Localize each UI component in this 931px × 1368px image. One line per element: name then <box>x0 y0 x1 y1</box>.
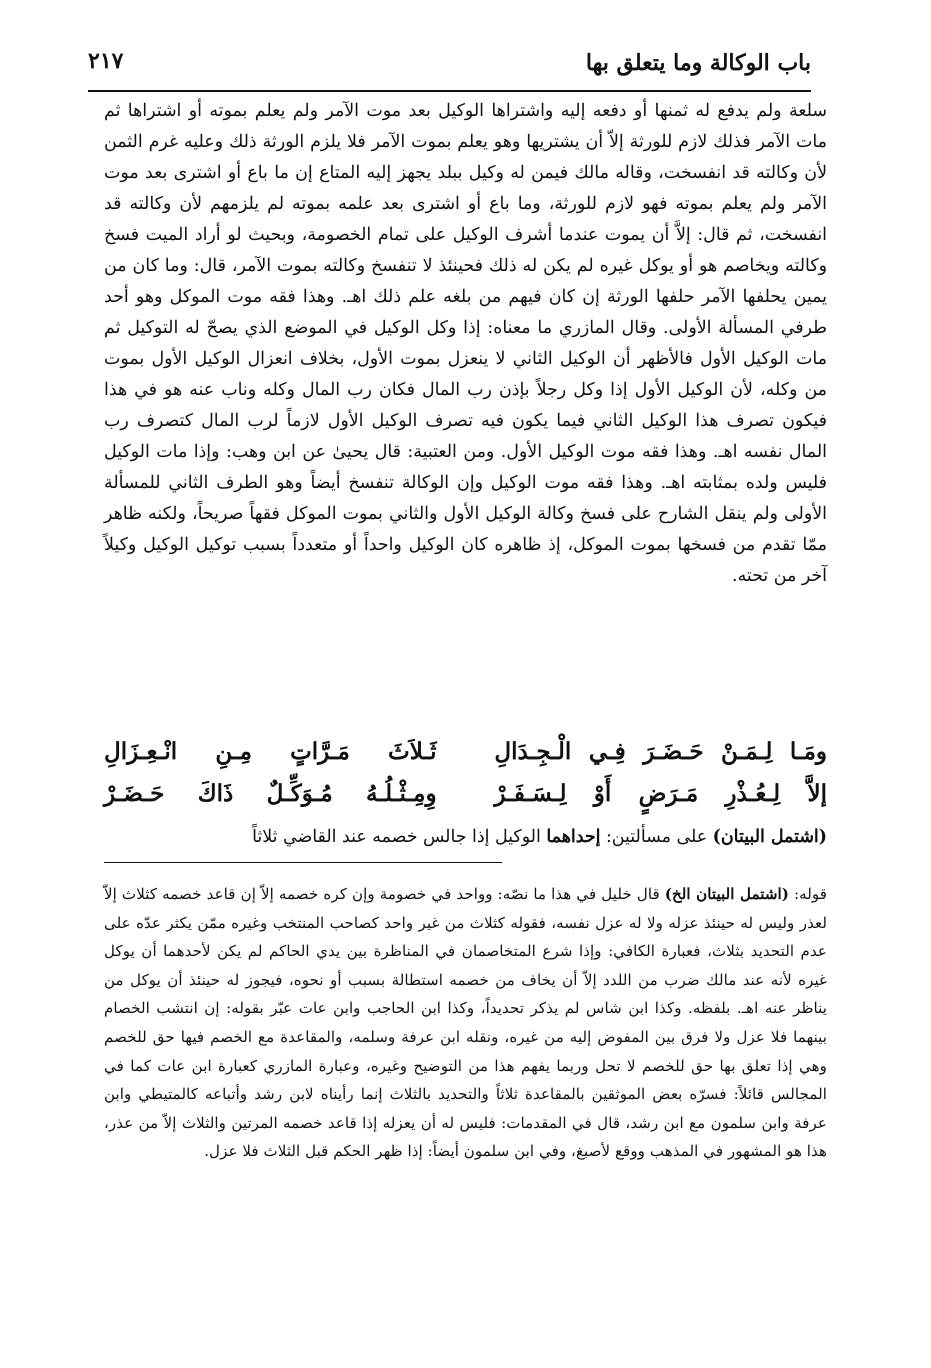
footnote-separator <box>104 862 502 863</box>
footnote-intro: قوله: <box>788 885 827 903</box>
verse-1 <box>104 738 827 778</box>
page-header <box>88 44 811 92</box>
commentary-first-issue: إحداهما <box>546 827 601 847</box>
running-title: باب الوكالة وما يتعلق بها <box>585 50 811 76</box>
footnote-paragraph <box>104 880 827 1166</box>
commentary-line <box>104 822 827 853</box>
poem-verses <box>104 738 827 820</box>
verse-2 <box>104 780 827 820</box>
footnote-lead: (اشتمل البيتان الخ) <box>664 885 789 903</box>
verse-1-second-hemistich: ثَـلاَثَ مَـرَّاتٍ مِـنِ انْـعِـزَالِ <box>104 738 437 765</box>
main-paragraph: سلعة ولم يدفع له ثمنها أو دفعه إليه واشتراها الوكيل بعد موت الآمر ولم يعلم بموته أو اشتراها ثم مات الآمر فذلك لازم للورثة إلاّ أن يشتريها وهو يعلم بموت الآمر فلا يلزم الورثة ذلك وعليه غرم الثمن لأن وكالته قد انفسخت، وقاله مالك فيمن له وكيل ببلد يجهز إليه المتاع إن ما باع أو اشترى بعد موت الآمر ولم يعلم بموته فهو لازم للورثة، وما باع أو اشترى بعد علمه بموته لم يلزمهم لأن وكالته قد انفسخت، ثم قال: إلاَّ أن يموت عندما أشرف الوكيل على تمام الخصومة، وبحيث لو أراد الميت فسخ وكالته ويخاصم هو أو يوكل غيره لم يكن له ذلك فحينئذ لا تنفسخ وكالته بموت الآمر، قال: وما كان من يمين يحلفها الآمر حلفها الورثة إن كان فيهم من بلغه علم ذلك اهـ. وهذا فقه موت الموكل وهو أحد طرفي المسألة الأولى. وقال المازري ما معناه: إذا وكل الوكيل في الموضع الذي يصحّ له التوكيل ثم مات الوكيل الأول فالأظهر أن الوكيل الثاني لا ينعزل بموت الأول، بخلاف انعزال الوكيل الأول بموت من وكله، لأن الوكيل الأول إذا وكل رجلاً بإذن رب المال فكان رب المال وكله وناب عنه هو في هذا فيكون تصرف هذا الوكيل الثاني فيما يكون فيه تصرف الوكيل الأول لازماً لرب المال كتصرف رب المال نفسه اهـ. وهذا فقه موت الوكيل الأول. ومن العتبية: قال يحيىٰ عن ابن وهب: وإذا مات الوكيل فليس ولده بمثابته اهـ. وهذا فقه موت الوكيل وإن الوكالة تنفسخ أيضاً وهو الطرف الثاني للمسألة الأولى ولم ينقل الشارح على فسخ وكالة الوكيل الأول والثاني بموت الموكل فقهاً صريحاً، ولكنه ظاهر ممّا تقدم من فسخها بموت الموكل، إذ ظاهره كان الوكيل واحداً أو متعدداً بسبب توكيل الوكيل وكيلاً آخر من تحته. <box>104 101 828 586</box>
main-text <box>104 96 827 592</box>
footnote <box>104 880 827 1166</box>
page-number: ٢١٧ <box>88 48 124 74</box>
commentary-lead: (اشتمل البيتان) <box>712 827 827 847</box>
verse-2-second-hemistich: وِمِـثْـلُـهُ مُـوَكِّـلٌ ذَاكَ حَـضَـرْ <box>104 780 437 807</box>
verse-2-first-hemistich: إلاَّ لِـعُـذْرِ مَـرَضٍ أَوْ لِـسَـفَـرْ <box>494 780 827 807</box>
commentary-text-1: على مسألتين: <box>600 827 713 847</box>
footnote-text: قال خليل في هذا ما نصّه: وواحد في خصومة وإن كره خصمه إلاّ إن قاعد خصمه كثلاث إلاّ لعذر وليس له حينئذ عزله ولا له عزل نفسه، فقوله كثلاث من غير واحد كصاحب المنتخب وغيره ممّن يكثر عدّه على عدم التحديد بثلاث، فعبارة الكافي: وإذا شرع المتخاصمان في المناظرة بين يدي الحاكم لم يكن لأحدهما أن يوكل غيره لأنه عند مالك ضرب من اللدد إلاّ أن يخاف من خصمه استطالة بسبب أو نحوه، فيجوز له حينئذ أن يوكل من يناظر عنه اهـ. بلفظه. وكذا ابن شاس لم يذكر تحديداً، وكذا ابن الحاجب وابن عات عبّر بقوله: إن انتشب الخصام بينهما فلا عزل ولا فرق بين المفوض إليه من غيره، ونقله ابن عرفة وسلمه، والمقاعدة مع الخصم فيها حق للخصم وهي إذا تعلق بها حق للخصم لا تحل وربما يفهم هذا من التوضيح وغيره، وعبارة المازري كعبارة ابن عات كما في المجالس قائلاً: فسرّه بعض الموثقين بالمقاعدة ثلاثاً والتحديد بالثلاث إنما رأيناه لابن رشد وأتباعه كالمتيطي وابن عرفة وابن سلمون مع ابن رشد، قال في المقدمات: فليس له أن يعزله إذا قاعد خصمه المرتين والثلاث إلاّ من عذر، هذا هو المشهور في المذهب ووقع لأصبغ، وفي ابن سلمون أيضاً: إذا ظهر الحكم قبل الثلاث فلا عزل. <box>104 885 827 1161</box>
verse-1-first-hemistich: ومَـا لِـمَـنْ حَـضَـرَ فِـي الْـجِـدَالِ <box>494 738 827 765</box>
commentary-text-2: الوكيل إذا جالس خصمه عند القاضي ثلاثاً <box>252 827 547 847</box>
